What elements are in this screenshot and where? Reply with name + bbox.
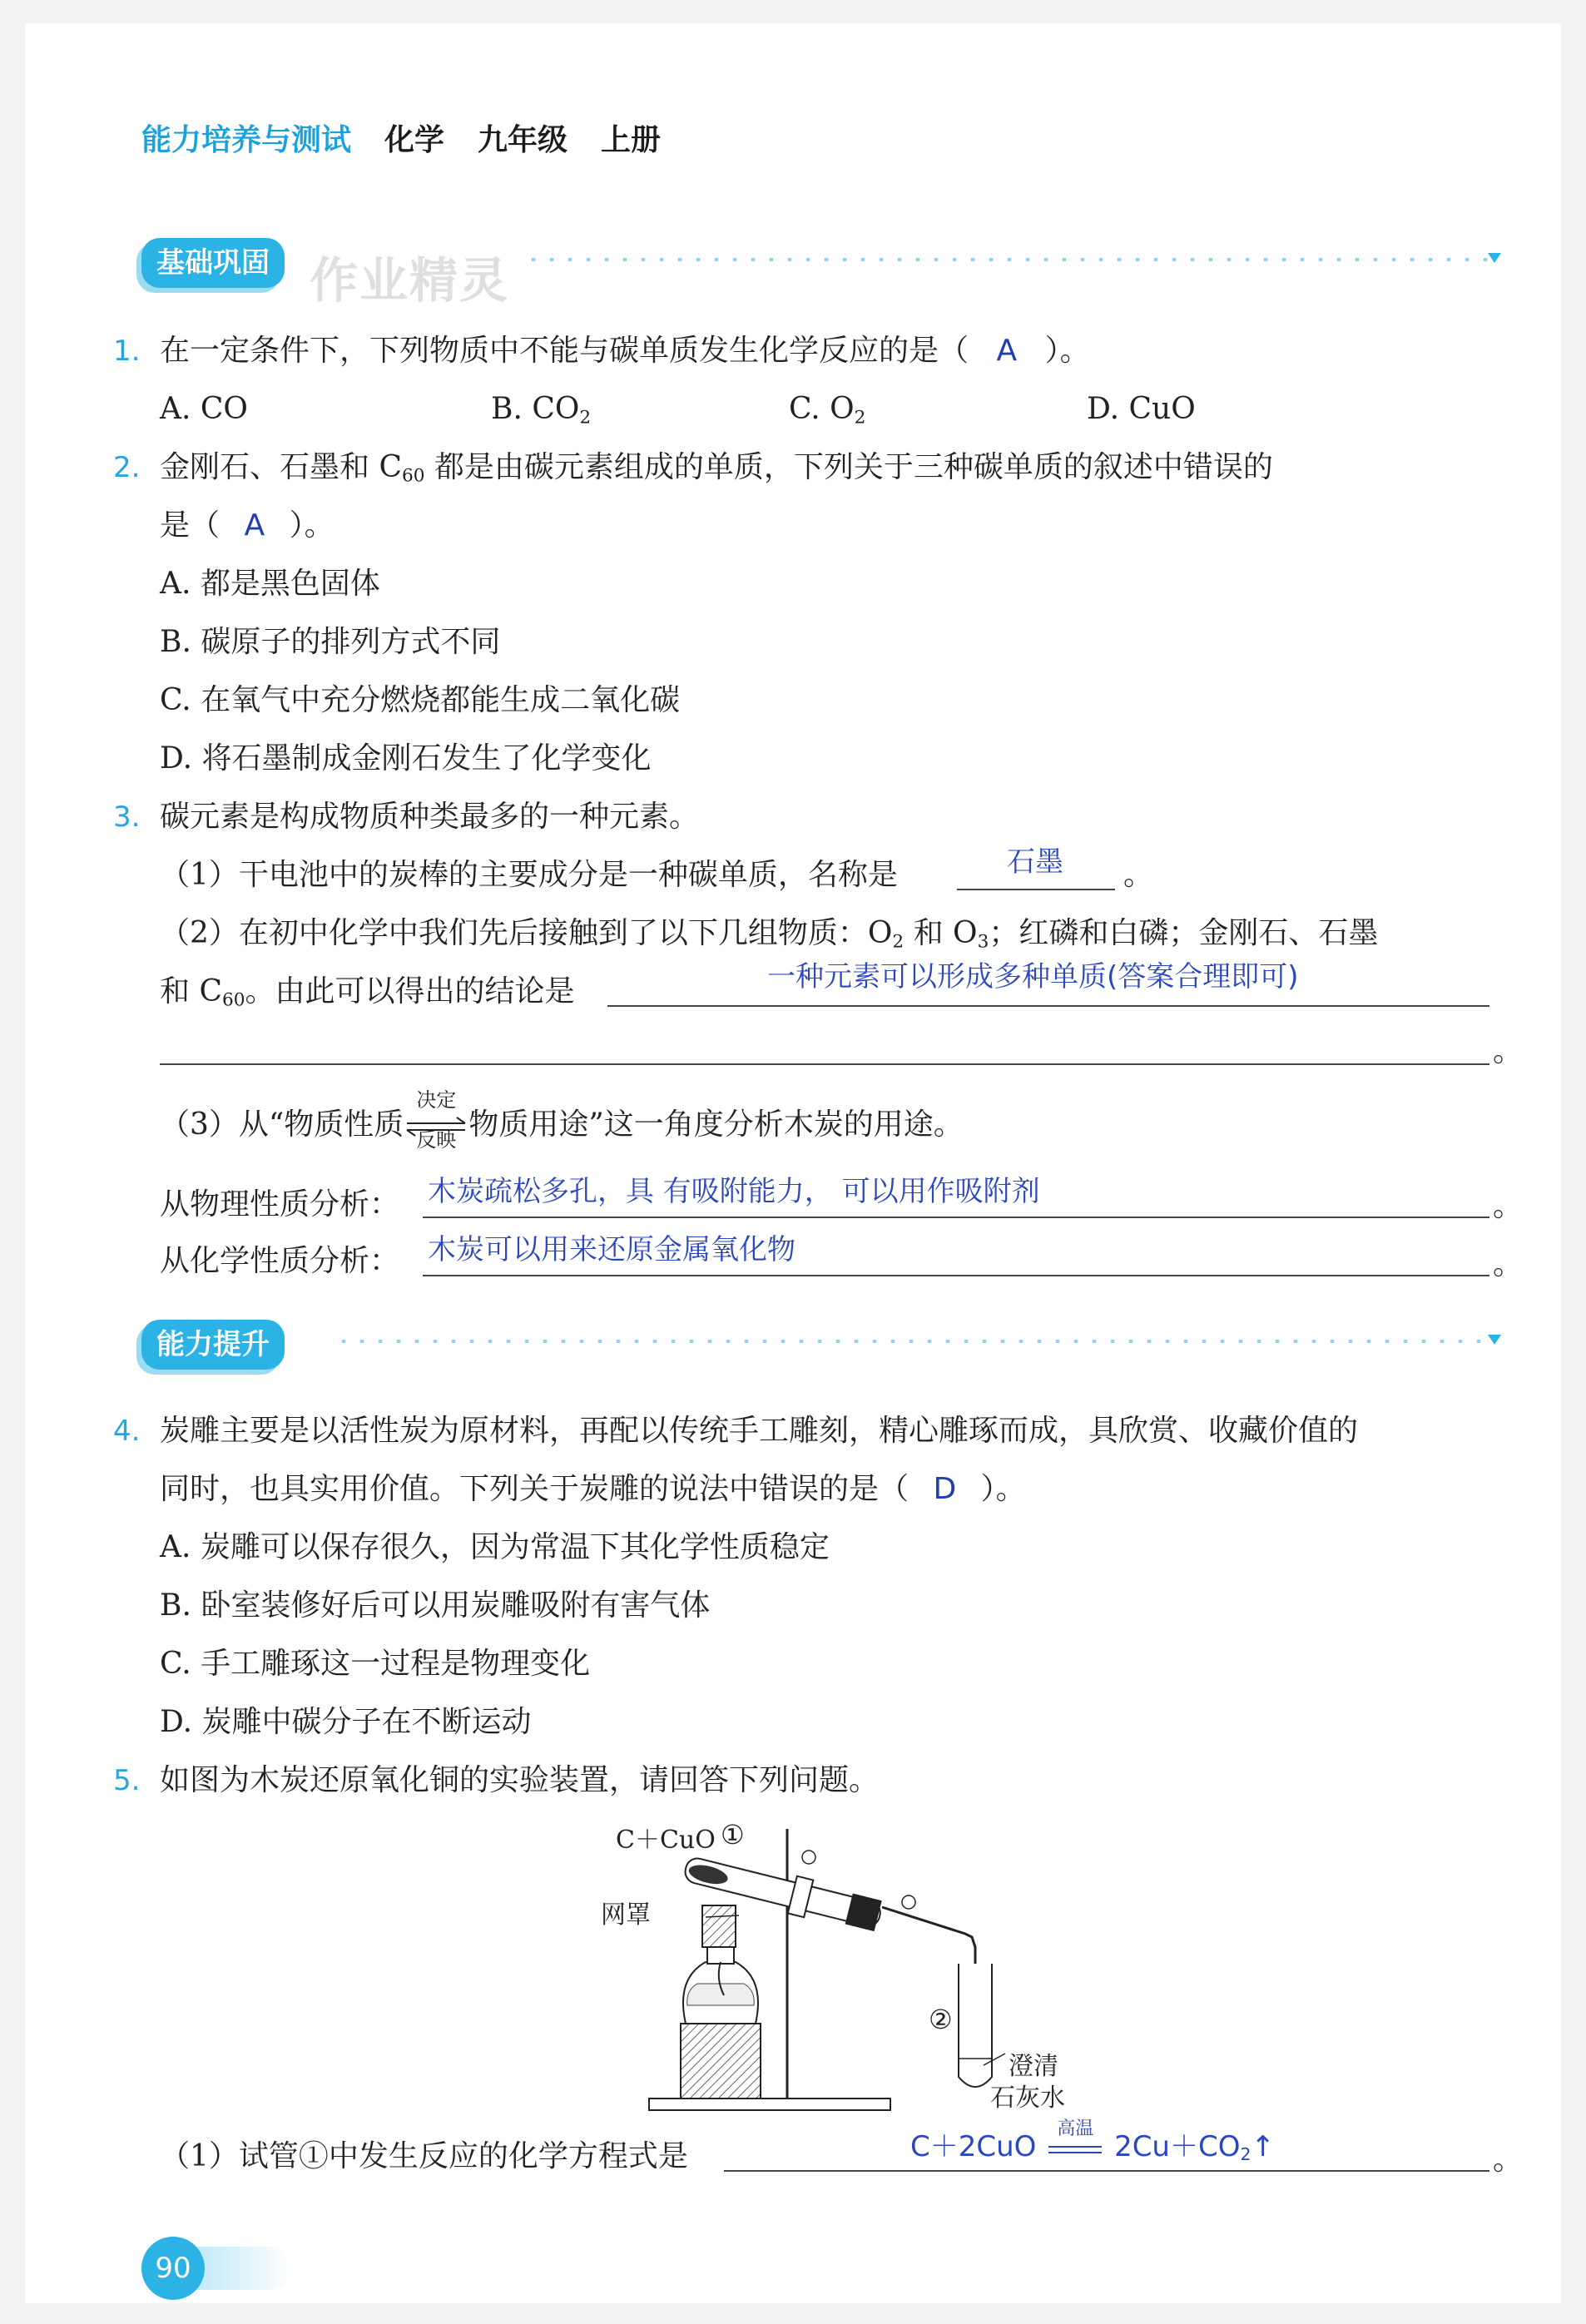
q1-option-c-text: C. O [789, 392, 855, 426]
q2-stem-line2 [160, 508, 335, 544]
watermark: 作业精灵 [310, 252, 510, 309]
equation-condition [1045, 2118, 1105, 2165]
q3-part3-b: 物质用途”这一角度分析木炭的用途。 [468, 1107, 964, 1142]
label-reactants: C＋CuO [616, 1826, 716, 1855]
section-rule [335, 1340, 1491, 1343]
q2-close: ）。 [289, 508, 335, 543]
q1-option-d: D. CuO [1087, 392, 1196, 426]
apparatus-figure [599, 1812, 1065, 2128]
q3-chem-period: 。 [1493, 1247, 1524, 1281]
q3-part3 [160, 1088, 964, 1152]
q3-part1-period: 。 [1123, 858, 1154, 892]
equation-reactants: C＋2CuO [910, 2130, 1037, 2163]
q4-stem-line2 [160, 1471, 1026, 1508]
header-grade: 九年级 [478, 123, 568, 157]
q3-phys-answer: 木炭疏松多孔，具 有吸附能力， 可以用作吸附剂 [428, 1175, 1040, 1208]
q5-part1-period: 。 [1493, 2143, 1524, 2177]
q3-part2-blank [607, 1005, 1489, 1007]
q2-option-d: D. 将石墨制成金刚石发生了化学变化 [160, 741, 652, 775]
question-number: 1. [113, 334, 141, 368]
section-arrow-icon [1488, 253, 1501, 263]
q4-option-b: B. 卧室装修好后可以用炭雕吸附有害气体 [160, 1588, 711, 1623]
q1-close: ）。 [1044, 334, 1090, 368]
q4-option-a: A. 炭雕可以保存很久，因为常温下其化学性质稳定 [160, 1530, 830, 1564]
q3-part2-a: （2）在初中化学中我们先后接触到了以下几组物质：O [160, 916, 893, 950]
q2-stem-line1: 金刚石、石墨和 $C_{60}$ 都是由碳元素组成的单质，下列关于三种碳单质的叙述中错误的 [160, 450, 1273, 487]
question-number: 5. [113, 1764, 141, 1797]
q3-part2-blank-2 [160, 1063, 1489, 1065]
q1-option-b-text: B. CO [491, 392, 580, 426]
arrow-label-top: 决定 [416, 1088, 457, 1112]
q4-stem-line1: 炭雕主要是以活性炭为原材料，再配以传统手工雕刻，精心雕琢而成，具欣赏、收藏价值的 [160, 1414, 1359, 1448]
q2-stem-b: 都是由碳元素组成的单质，下列关于三种碳单质的叙述中错误的 [424, 450, 1273, 484]
question-number: 3. [113, 800, 141, 834]
q2-option-a: A. 都是黑色固体 [160, 567, 380, 601]
q5-part1: （1）试管①中发生反应的化学方程式是 [160, 2139, 688, 2173]
q2-stem-line2-text: 是（ [160, 508, 221, 543]
q3-chem-answer: 木炭可以用来还原金属氧化物 [428, 1233, 795, 1266]
q3-part2-b: 和 O [904, 916, 978, 950]
q2-option-b: B. 碳原子的排列方式不同 [160, 625, 501, 659]
relation-arrows [404, 1088, 468, 1152]
equation-condition-text: 高温 [1057, 2118, 1094, 2139]
question-number: 4. [113, 1415, 141, 1448]
header-volume: 上册 [601, 123, 662, 157]
q3-phys-period: 。 [1493, 1189, 1524, 1223]
q3-stem: 碳元素是构成物质种类最多的一种元素。 [160, 800, 700, 834]
q3-part2-line2: 和 $C_{60}$。由此可以得出的结论是 [160, 974, 575, 1011]
q3-part2-line2-b: 。由此可以得出的结论是 [245, 974, 575, 1008]
q1-answer: A [996, 334, 1018, 368]
q3-chem-label: 从化学性质分析： [160, 1244, 400, 1278]
q2-option-c: C. 在氧气中充分燃烧都能生成二氧化碳 [160, 683, 681, 717]
q3-part3-a: （3）从“物质性质 [160, 1107, 404, 1142]
q3-phys-label: 从物理性质分析： [160, 1187, 400, 1221]
arrow-label-bottom: 反映 [416, 1128, 457, 1152]
q3-part2-answer: 一种元素可以形成多种单质(答案合理即可) [767, 960, 1299, 994]
header-series: 能力培养与测试 [141, 123, 352, 157]
section-arrow-icon [1488, 1335, 1501, 1345]
q3-chem-blank [423, 1275, 1489, 1276]
section-badge-basic: 基础巩固 [141, 238, 285, 288]
q5-stem: 如图为木炭还原氧化铜的实验装置，请回答下列问题。 [160, 1763, 880, 1797]
q3-part1-blank [957, 889, 1115, 890]
q3-phys-blank [423, 1217, 1489, 1218]
q3-part1: （1）干电池中的炭棒的主要成分是一种碳单质，名称是 [160, 858, 898, 892]
running-header [141, 116, 661, 159]
label-tube-2: ② [929, 2004, 953, 2035]
q1-option-b: B. $CO_2$ [491, 392, 592, 429]
label-tube-1: ① [721, 1819, 745, 1851]
q3-part2-period: 。 [1493, 1034, 1524, 1068]
q4-option-d: D. 炭雕中碳分子在不断运动 [160, 1705, 532, 1739]
q1-option-c: C. $O_2$ [789, 392, 866, 429]
equation-products: 2Cu＋CO [1114, 2130, 1241, 2163]
page [25, 23, 1561, 2303]
q3-part2-line2-a: 和 C [160, 974, 222, 1008]
header-subject: 化学 [384, 123, 445, 157]
label-limewater-2: 石灰水 [990, 2084, 1065, 2113]
q3-part2-line1: （2）在初中化学中我们先后接触到了以下几组物质：$O_2$ 和 $O_3$；红磷和白磷；金刚石、石墨 [160, 916, 1379, 953]
section-rule [524, 258, 1489, 261]
q4-stem-line2-text: 同时，也具实用价值。下列关于炭雕的说法中错误的是（ [160, 1472, 909, 1506]
label-limewater-1: 澄清 [1009, 2052, 1058, 2081]
q2-stem-a: 金刚石、石墨和 C [160, 450, 402, 484]
q4-option-c: C. 手工雕琢这一过程是物理变化 [160, 1647, 591, 1681]
page-number: 90 [141, 2237, 205, 2300]
q3-part1-answer: 石墨 [1007, 845, 1063, 879]
equal-sign-icon [1045, 2132, 1105, 2165]
q4-answer: D [933, 1472, 957, 1506]
q1-stem [160, 333, 1090, 369]
label-net-cover: 网罩 [601, 1900, 651, 1930]
q1-option-a: A. CO [160, 392, 248, 426]
q1-stem-text: 在一定条件下，下列物质中不能与碳单质发生化学反应的是（ [160, 334, 969, 368]
q4-close: ）。 [980, 1472, 1026, 1506]
section-badge-advanced: 能力提升 [141, 1320, 285, 1370]
q2-answer: A [244, 508, 265, 543]
q5-part1-answer: C＋2CuO 高温 $2Cu+CO_2↑$ [910, 2118, 1275, 2165]
question-number: 2. [113, 451, 141, 484]
equation-gas-arrow: ↑ [1251, 2130, 1275, 2163]
page-number-tail [191, 2247, 291, 2290]
q3-part2-c: ；红磷和白磷；金刚石、石墨 [989, 916, 1379, 950]
